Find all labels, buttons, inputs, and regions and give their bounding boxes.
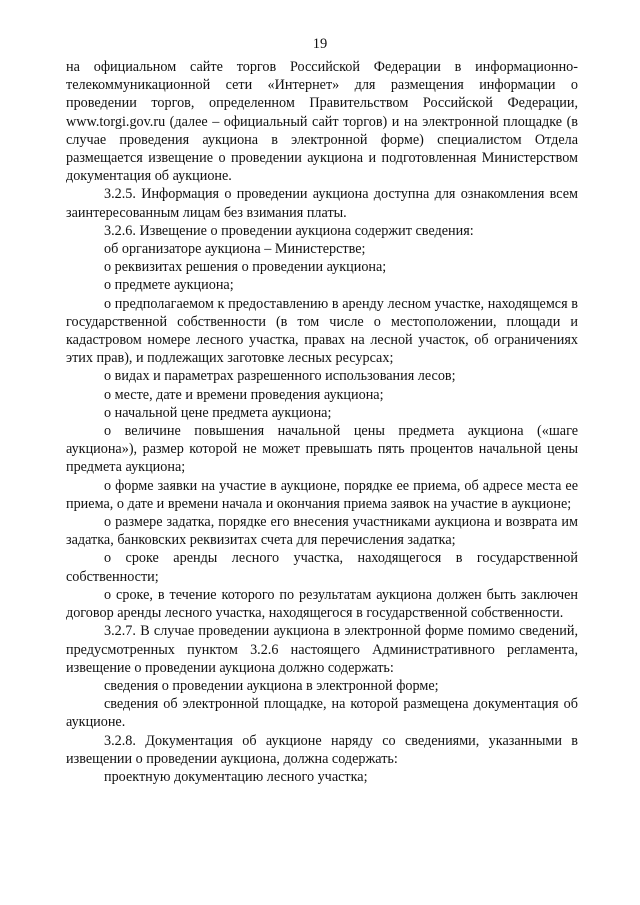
list-item: о форме заявки на участие в аукционе, порядке ее приема, об адресе места ее приема, о дате и времени начала и окончания приема заявок на участие в аукционе; — [66, 477, 578, 512]
list-item: о предполагаемом к предоставлению в аренду лесном участке, находящемся в государственной собственности (в том числе о местоположении, площади и кадастровом номере лесного участка, правах на лесной участок, об ограничениях этих прав), и подлежащих заготовке лесных ресурсах; — [66, 295, 578, 367]
paragraph: на официальном сайте торгов Российской Федерации в информационно-телекоммуникационной сети «Интернет» для размещения информации о проведении торгов, определенном Правительством Российской Федерации, www.torgi.gov.ru (далее – официальный сайт торгов) и на электронной площадке (в случае проведения аукциона в электронной форме) специалистом Отдела размещается извещение о проведении аукциона и подготовленная Министерством документация об аукционе. — [66, 59, 578, 185]
list-item: о реквизитах решения о проведении аукциона; — [104, 259, 387, 276]
paragraph: 3.2.8. Документация об аукционе наряду со сведениями, указанными в извещении о проведении аукциона, должна содержать: — [66, 732, 578, 767]
paragraph: 3.2.5. Информация о проведении аукциона доступна для ознакомления всем заинтересованным лицам без взимания платы. — [66, 186, 578, 221]
list-item: о предмете аукциона; — [104, 277, 234, 294]
paragraph: 3.2.7. В случае проведении аукциона в электронной форме помимо сведений, предусмотренных пунктом 3.2.6 настоящего Административного регламента, извещение о проведении аукциона должно содержать: — [66, 623, 578, 676]
list-item: проектную документацию лесного участка; — [104, 768, 368, 785]
list-item: о сроке аренды лесного участка, находящегося в государственной собственности; — [66, 550, 578, 585]
list-item: сведения о проведении аукциона в электронной форме; — [104, 677, 439, 694]
list-item: об организаторе аукциона – Министерстве; — [104, 241, 366, 258]
list-item: о сроке, в течение которого по результатам аукциона должен быть заключен договор аренды лесного участка, находящегося в государственной собственности. — [66, 586, 578, 622]
paragraph: 3.2.6. Извещение о проведении аукциона содержит сведения: — [104, 222, 474, 239]
list-item: о месте, дате и времени проведения аукциона; — [104, 386, 384, 403]
list-item: о величине повышения начальной цены предмета аукциона («шаге аукциона»), размер которой не может превышать пять процентов начальной цены предмета аукциона; — [66, 423, 578, 476]
document-body — [66, 58, 578, 786]
list-item: сведения об электронной площадке, на которой размещена документация об аукционе. — [66, 696, 578, 731]
list-item: о начальной цене предмета аукциона; — [104, 404, 332, 421]
page-number: 19 — [312, 36, 328, 52]
list-item: о видах и параметрах разрешенного использования лесов; — [104, 368, 456, 385]
list-item: о размере задатка, порядке его внесения участниками аукциона и возврата им задатка, банковских реквизитах счета для перечисления задатка; — [66, 514, 578, 549]
